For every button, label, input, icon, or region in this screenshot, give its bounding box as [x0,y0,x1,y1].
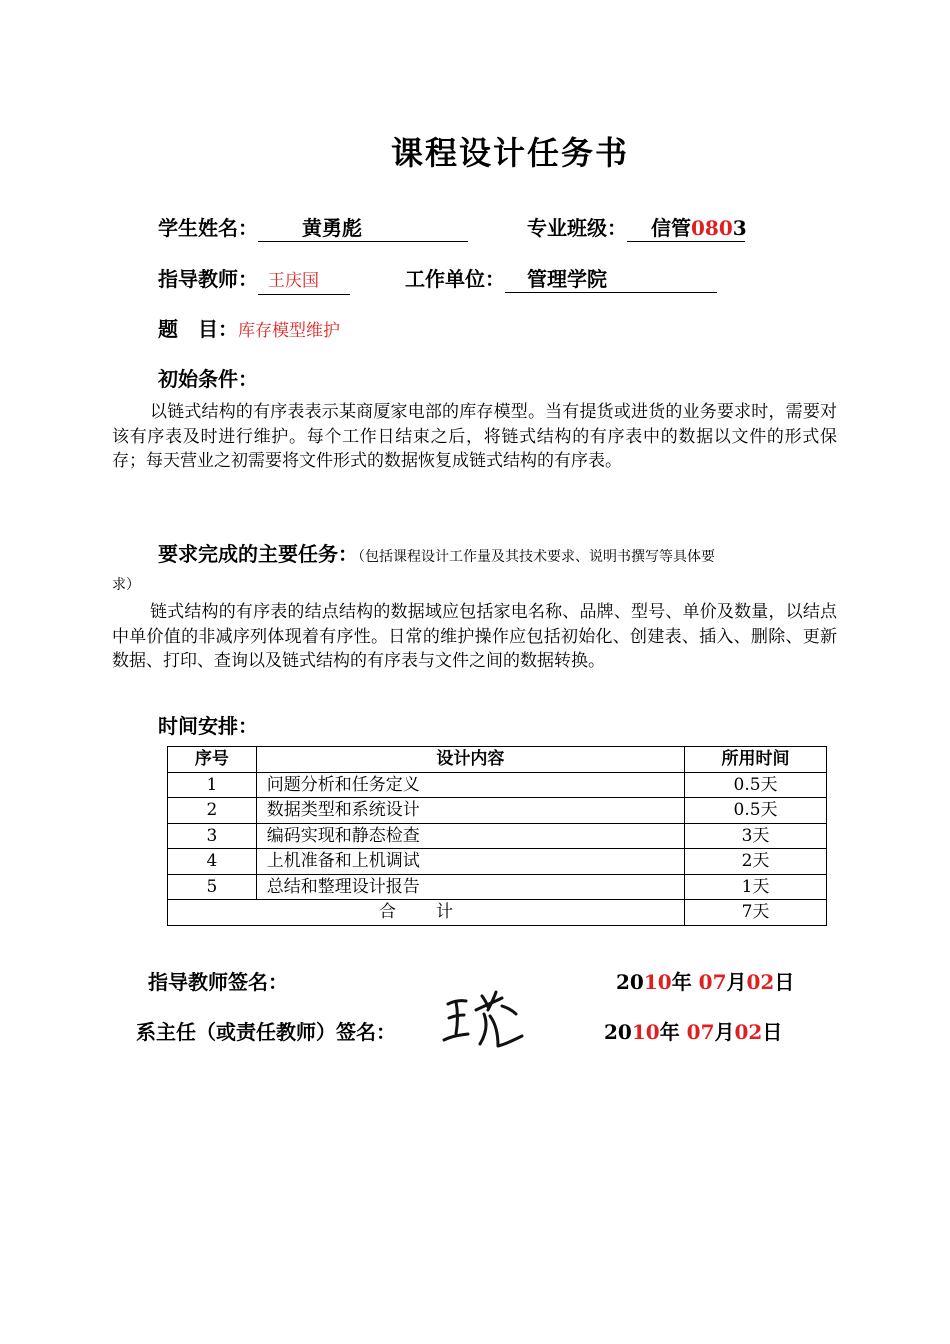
row-no: 3 [168,823,257,849]
total-row [168,900,827,926]
schedule-header-row [168,747,827,773]
unit-row [405,263,717,293]
row-content: 问题分析和任务定义 [256,772,684,798]
teacher-row [158,263,350,295]
class-row [527,212,745,242]
handwritten-signature-icon [438,984,538,1054]
class-label: 专业班级： [527,216,627,240]
row-no: 1 [168,772,257,798]
director-signature-date: 2010年 07月02日 [604,1020,783,1044]
topic-label: 题 目： [158,317,238,341]
col-header-time: 所用时间 [685,747,827,773]
tasks-note-end: 求） [112,577,140,593]
teacher-signature-label: 指导教师签名： [148,970,288,994]
table-row [168,772,827,798]
teacher-label: 指导教师： [158,267,258,291]
col-header-no: 序号 [168,747,257,773]
unit-label: 工作单位： [405,267,505,291]
row-content: 编码实现和静态检查 [256,823,684,849]
page-title: 课程设计任务书 [390,134,629,172]
table-row [168,874,827,900]
initial-conditions-heading: 初始条件： [158,367,258,391]
unit-value: 管理学院 [505,266,717,293]
initial-conditions-text: 以链式结构的有序表表示某商厦家电部的库存模型。当有提货或进货的业务要求时，需要对该有序表及时进行维护。每个工作日结束之后，将链式结构的有序表中的数据以文件的形式保存；每天营业之初需要将文件形式的数据恢复成链式结构的有序表。 [112,402,837,471]
table-row [168,823,827,849]
row-no: 2 [168,798,257,824]
row-content: 总结和整理设计报告 [256,874,684,900]
row-time: 3天 [685,823,827,849]
row-time: 1天 [685,874,827,900]
table-row [168,849,827,875]
teacher-value: 王庆国 [258,266,350,295]
topic-value: 库存模型维护 [238,321,340,341]
student-name-label: 学生姓名： [158,216,258,240]
schedule-table [167,746,827,926]
student-name-row [158,212,468,242]
teacher-signature-date: 2010年 07月02日 [616,970,795,994]
table-row [168,798,827,824]
tasks-heading: 要求完成的主要任务： [158,542,358,566]
tasks-note: （包括课程设计工作量及其技术要求、说明书撰写等具体要 [358,549,715,565]
row-content: 上机准备和上机调试 [256,849,684,875]
total-time: 7天 [685,900,827,926]
director-signature-label: 系主任（或责任教师）签名： [136,1020,396,1044]
schedule-heading: 时间安排： [158,714,258,738]
tasks-heading-row [158,538,715,567]
row-no: 4 [168,849,257,875]
col-header-content: 设计内容 [256,747,684,773]
tasks-text: 链式结构的有序表的结点结构的数据域应包括家电名称、品牌、型号、单价及数量，以结点中单价值的非减序列体现着有序性。日常的维护操作应包括初始化、创建表、插入、删除、更新数据、打印、查询以及链式结构的有序表与文件之间的数据转换。 [112,602,837,671]
row-content: 数据类型和系统设计 [256,798,684,824]
topic-row [158,313,340,342]
row-time: 2天 [685,849,827,875]
student-name-value: 黄勇彪 [258,215,468,242]
total-label: 合计 [168,900,685,926]
row-time: 0.5天 [685,772,827,798]
class-value: 信管0803 [627,215,745,242]
row-time: 0.5天 [685,798,827,824]
row-no: 5 [168,874,257,900]
